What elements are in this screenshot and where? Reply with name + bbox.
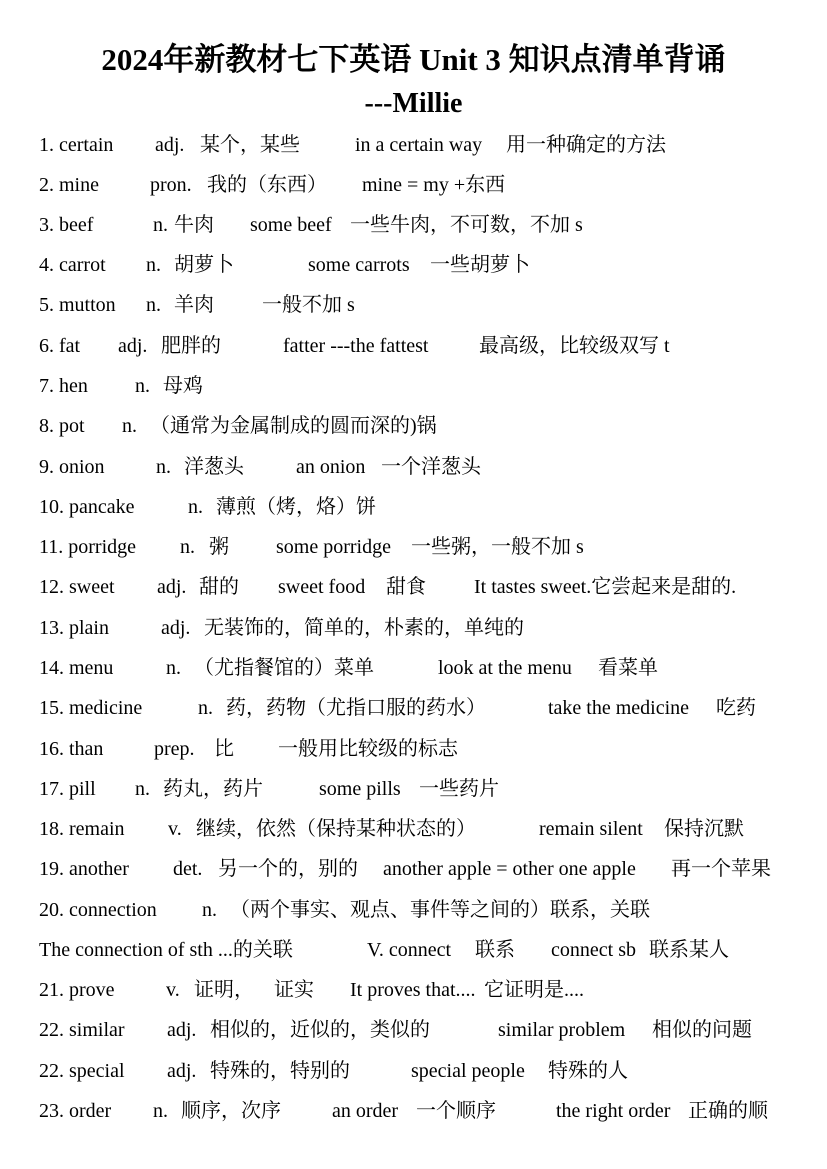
entry-word: 9. onion bbox=[39, 456, 105, 478]
entry-phrase: an onion bbox=[296, 456, 366, 478]
entry-word: 13. plain bbox=[39, 617, 109, 639]
entry-word: 10. pancake bbox=[39, 496, 135, 518]
entry-phrase: some beef bbox=[250, 214, 332, 236]
entry-phrase: an order bbox=[332, 1100, 399, 1122]
entry-phrase-meaning: 一些粥，一般不加 s bbox=[411, 536, 584, 558]
entry-word: 12. sweet bbox=[39, 576, 115, 598]
entry-pos: adj. bbox=[167, 1060, 197, 1082]
entry-word: 1. certain bbox=[39, 134, 114, 156]
entry-meaning: 证明， bbox=[194, 979, 254, 1001]
entry-phrase: some carrots bbox=[308, 254, 410, 276]
entry-meaning: 洋葱头 bbox=[184, 456, 244, 478]
entry-phrase: similar problem bbox=[498, 1019, 626, 1041]
entry-pos: det. bbox=[173, 858, 203, 880]
entry-meaning-2: 证实 bbox=[274, 979, 314, 1001]
entry-phrase-meaning: 一个顺序 bbox=[416, 1100, 496, 1122]
entry-phrase-meaning: 看菜单 bbox=[598, 657, 658, 679]
entry-meaning: 肥胖的 bbox=[161, 335, 221, 357]
entry-meaning: 胡萝卜 bbox=[174, 254, 234, 276]
entry-pos: prep. bbox=[154, 738, 195, 760]
entry-word: 16. than bbox=[39, 738, 104, 760]
entry-phrase: connect sb bbox=[551, 939, 636, 961]
entry-pos: adj. bbox=[167, 1019, 197, 1041]
entry-note: 一般用比较级的标志 bbox=[278, 738, 458, 760]
entry-word: 8. pot bbox=[39, 415, 85, 437]
entry-meaning: 继续，依然（保持某种状态的） bbox=[196, 818, 476, 840]
entry-word: 20. connection bbox=[39, 899, 157, 921]
entry-phrase-meaning: 联系某人 bbox=[649, 939, 729, 961]
entry-meaning: 特殊的，特别的 bbox=[210, 1060, 350, 1082]
entry-meaning: 母鸡 bbox=[163, 375, 203, 397]
entry-note: mine = my +东西 bbox=[362, 174, 506, 196]
entry-pos: n. bbox=[153, 1100, 168, 1122]
entry-word: 6. fat bbox=[39, 335, 81, 357]
entry-phrase-meaning: 用一种确定的方法 bbox=[506, 134, 666, 156]
entry-phrase: some pills bbox=[319, 778, 401, 800]
entry-phrase-meaning: 一些牛肉，不可数，不加 s bbox=[350, 214, 583, 236]
entry-pos: n. bbox=[202, 899, 217, 921]
entry-phrase-meaning: 一些胡萝卜 bbox=[430, 254, 530, 276]
entry-pos: pron. bbox=[150, 174, 192, 196]
entry-pos: adj. bbox=[161, 617, 191, 639]
entry-phrase-meaning: 正确的顺 bbox=[688, 1100, 768, 1122]
entry-meaning: 无装饰的，简单的，朴素的，单纯的 bbox=[204, 617, 524, 639]
entry-word: 22. similar bbox=[39, 1019, 125, 1041]
entry-meaning: 牛肉 bbox=[174, 214, 214, 236]
entry-phrase-meaning: 相似的问题 bbox=[652, 1019, 752, 1041]
entry-pos: n. bbox=[188, 496, 203, 518]
entry-phrase-meaning: 再一个苹果 bbox=[671, 858, 771, 880]
entry-word: 7. hen bbox=[39, 375, 88, 397]
entry-phrase-meaning: 特殊的人 bbox=[548, 1060, 628, 1082]
entry-pos: adj. bbox=[157, 576, 187, 598]
entry-phrase: another apple = other one apple bbox=[383, 858, 636, 880]
entry-meaning: 某个，某些 bbox=[200, 134, 300, 156]
entry-example: It tastes sweet.它尝起来是甜的. bbox=[474, 576, 737, 598]
entry-meaning: 相似的，近似的，类似的 bbox=[210, 1019, 430, 1041]
entry-phrase: special people bbox=[411, 1060, 525, 1082]
entry-pos: n. bbox=[135, 778, 150, 800]
entry-phrase: the right order bbox=[556, 1100, 671, 1122]
entry-pos: adj. bbox=[155, 134, 185, 156]
entry-phrase: look at the menu bbox=[438, 657, 572, 679]
entry-phrase: some porridge bbox=[276, 536, 391, 558]
entry-note: 一般不加 s bbox=[262, 294, 355, 316]
entry-pos: n. bbox=[122, 415, 137, 437]
entry-word: 23. order bbox=[39, 1100, 112, 1122]
entry-phrase-meaning: 它证明是.... bbox=[484, 979, 584, 1001]
entry-phrase-meaning: 一个洋葱头 bbox=[381, 456, 481, 478]
entry-word: 15. medicine bbox=[39, 697, 143, 719]
entry-word: 19. another bbox=[39, 858, 129, 880]
entry-phrase-meaning: 吃药 bbox=[716, 697, 756, 719]
entry-phrase: sweet food bbox=[278, 576, 366, 598]
entry-pos: adj. bbox=[118, 335, 148, 357]
page-title: 2024年新教材七下英语 Unit 3 知识点清单背诵 bbox=[101, 42, 726, 77]
entry-meaning: 药，药物（尤指口服的药水） bbox=[226, 697, 486, 719]
entry-pos: n. bbox=[198, 697, 213, 719]
entry-word: 4. carrot bbox=[39, 254, 106, 276]
entry-meaning: 羊肉 bbox=[174, 294, 214, 316]
entry-pos: v. bbox=[168, 818, 182, 840]
entry-phrase: fatter ---the fattest bbox=[283, 335, 429, 357]
entry-word: 17. pill bbox=[39, 778, 96, 800]
entry-word: 14. menu bbox=[39, 657, 114, 679]
entry-word: 11. porridge bbox=[39, 536, 137, 558]
entry-phrase: It proves that.... bbox=[350, 979, 476, 1001]
entry-meaning: 粥 bbox=[209, 536, 229, 558]
entry-meaning: 薄煎（烤，烙）饼 bbox=[216, 496, 376, 518]
entry-pos: n. bbox=[135, 375, 150, 397]
entry-word: 3. beef bbox=[39, 214, 94, 236]
entry-meaning: 药丸，药片 bbox=[163, 778, 263, 800]
entry-verb-meaning: 联系 bbox=[475, 939, 515, 961]
entry-word: 5. mutton bbox=[39, 294, 116, 316]
entry-meaning: 甜的 bbox=[199, 576, 239, 598]
entry-meaning: （两个事实、观点、事件等之间的）联系，关联 bbox=[230, 899, 650, 921]
entry-phrase-meaning: 一些药片 bbox=[419, 778, 499, 800]
entry-meaning: 我的（东西） bbox=[207, 174, 327, 196]
entry-phrase: in a certain way bbox=[355, 134, 483, 156]
entry-meaning: 比 bbox=[214, 738, 234, 760]
entry-pos: v. bbox=[166, 979, 180, 1001]
entry-pos: n. bbox=[146, 254, 161, 276]
entry-pos: n. bbox=[180, 536, 195, 558]
entry-meaning: （尤指餐馆的）菜单 bbox=[194, 657, 374, 679]
entry-phrase-meaning: 最高级，比较级双写 t bbox=[479, 335, 670, 357]
entry-pos: n. bbox=[153, 214, 168, 236]
entry-meaning: （通常为金属制成的圆而深的)锅 bbox=[150, 415, 437, 437]
entry-phrase-meaning: 甜食 bbox=[386, 576, 426, 598]
entry-verb: V. connect bbox=[367, 939, 452, 961]
entry-meaning: 顺序，次序 bbox=[181, 1100, 281, 1122]
entry-pos: n. bbox=[166, 657, 181, 679]
entry-word: 21. prove bbox=[39, 979, 115, 1001]
entry-phrase-meaning: 保持沉默 bbox=[664, 818, 744, 840]
entry-pos: n. bbox=[156, 456, 171, 478]
entry-word: 2. mine bbox=[39, 174, 99, 196]
entry-pos: n. bbox=[146, 294, 161, 316]
page-subtitle: ---Millie bbox=[364, 88, 463, 119]
entry-meaning: 另一个的，别的 bbox=[218, 858, 358, 880]
entry-phrase: take the medicine bbox=[548, 697, 690, 719]
entry-phrase: The connection of sth ...的关联 bbox=[39, 939, 293, 961]
entry-word: 18. remain bbox=[39, 818, 125, 840]
entry-phrase: remain silent bbox=[539, 818, 643, 840]
entry-word: 22. special bbox=[39, 1060, 125, 1082]
